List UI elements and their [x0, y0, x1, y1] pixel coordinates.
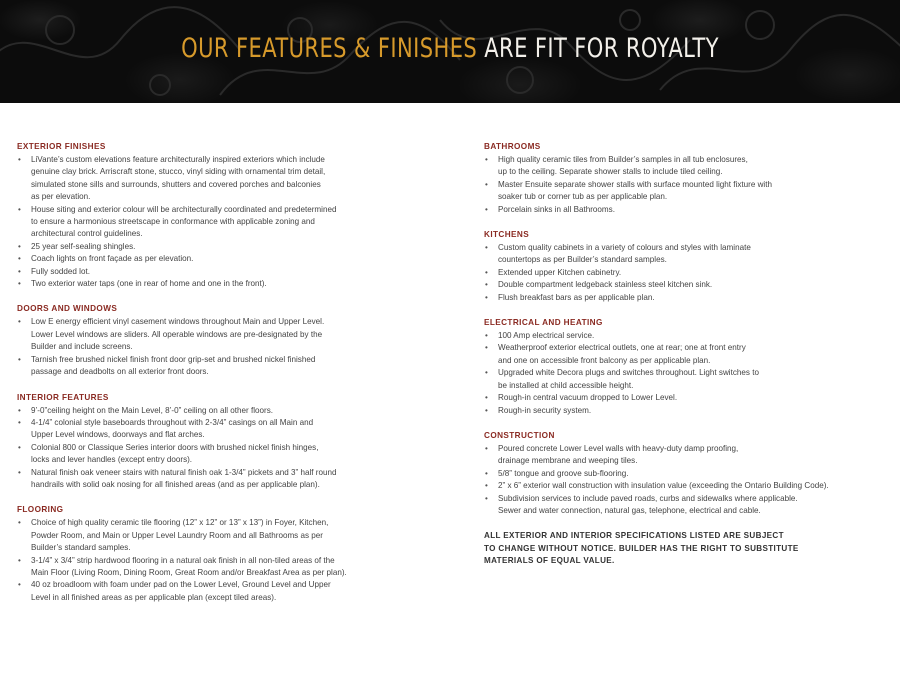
feature-list [17, 517, 437, 604]
feature-item: • Tarnish free brushed nickel finish front door grip-set and brushed nickel finished passage and deadbolts on all exterior front doors. [17, 354, 437, 379]
section-heading: DOORS AND WINDOWS [17, 304, 118, 314]
feature-item: • Low E energy efficient vinyl casement windows throughout Main and Upper Level. Lower Level windows are sliders. All operable windows are pre-designated by the Builder and include screens. [17, 316, 437, 353]
feature-item: • Double compartment ledgeback stainless steel kitchen sink. [484, 279, 894, 291]
feature-item: • 2” x 6” exterior wall construction with insulation value (exceeding the Ontario Building Code). [484, 480, 894, 492]
feature-item: • Natural finish oak veneer stairs with natural finish oak 1-3/4” pickets and 3” half round handrails with solid oak nosing for all finished areas (and as per applicable plan). [17, 467, 437, 492]
feature-item: • Upgraded white Decora plugs and switches throughout. Light switches to be installed at child accessible height. [484, 367, 894, 392]
disclaimer: ALL EXTERIOR AND INTERIOR SPECIFICATIONS LISTED ARE SUBJECT TO CHANGE WITHOUT NOTICE. BUILDER HAS THE RIGHT TO SUBSTITUTE MATERIALS OF EQUAL VALUE. [484, 531, 799, 566]
feature-item: • Choice of high quality ceramic tile flooring (12” x 12” or 13” x 13”) in Foyer, Kitchen, Powder Room, and Main or Upper Level Laundry Room and all Bathrooms as per Builder’s standard samples. [17, 517, 437, 554]
section-construction [484, 430, 894, 517]
feature-item: • Rough-in central vacuum dropped to Lower Level. [484, 392, 894, 404]
right-column [484, 141, 894, 568]
feature-list [484, 154, 894, 216]
feature-item: • Coach lights on front façade as per elevation. [17, 253, 437, 265]
section-heading: BATHROOMS [484, 142, 541, 151]
feature-item: • Master Ensuite separate shower stalls with surface mounted light fixture with soaker tub or corner tub as per applicable plan. [484, 179, 894, 204]
feature-item: • House siting and exterior colour will be architecturally coordinated and predetermined to ensure a harmonious streetscape in conformance with applicable zoning and architectural control guidelines. [17, 204, 437, 241]
feature-item: • Weatherproof exterior electrical outlets, one at rear; one at front entry and one on accessible front balcony as per applicable plan. [484, 342, 894, 367]
section-heading: INTERIOR FEATURES [17, 392, 109, 402]
feature-item: • 100 Amp electrical service. [484, 330, 894, 342]
feature-item: • Custom quality cabinets in a variety of colours and styles with laminate countertops as per Builder’s standard samples. [484, 242, 894, 267]
feature-item: • Two exterior water taps (one in rear of home and one in the front). [17, 278, 437, 290]
feature-item: • 9’-0”ceiling height on the Main Level, 8’-0” ceiling on all other floors. [17, 405, 437, 417]
feature-item: • Fully sodded lot. [17, 266, 437, 278]
section-bathrooms [484, 141, 894, 216]
section-heading: CONSTRUCTION [484, 430, 555, 440]
feature-item: • 3-1/4” x 3/4” strip hardwood flooring in a natural oak finish in all non-tiled areas of the Main Floor (Living Room, Dining Room, Great Room and/or Breakfast Area as per plan). [17, 555, 437, 580]
title-rest: ARE FIT FOR ROYALTY [477, 33, 719, 64]
section-kitchens [484, 229, 894, 304]
feature-item: • Colonial 800 or Classique Series interior doors with brushed nickel finish hinges, locks and lever handles (except entry doors). [17, 442, 437, 467]
section-heading: KITCHENS [484, 230, 530, 240]
feature-item: • LiVante’s custom elevations feature architecturally inspired exteriors which include genuine clay brick. Arriscraft stone, stucco, vinyl siding with ornamental trim detail, simulated stone sills and surrounds, shutters and covered porches and balconies as per elevation. [17, 154, 437, 204]
feature-item: • Subdivision services to include paved roads, curbs and sidewalks where applicable. Sewer and water connection, natural gas, telephone, electrical and cable. [484, 493, 894, 518]
feature-list [17, 316, 437, 378]
feature-item: • Flush breakfast bars as per applicable plan. [484, 292, 894, 304]
left-column [17, 141, 437, 617]
feature-list [484, 443, 894, 517]
section-interior-features [17, 392, 437, 492]
feature-item: • 40 oz broadloom with foam under pad on the Lower Level, Ground Level and Upper Level in all finished areas as per applicable plan (except tiled areas). [17, 579, 437, 604]
feature-item: • 5/8” tongue and groove sub-flooring. [484, 468, 894, 480]
feature-item: • 4-1/4” colonial style baseboards throughout with 2-3/4” casings on all Main and Upper Level windows, doorways and flat arches. [17, 417, 437, 442]
feature-list [484, 242, 894, 304]
section-exterior-finishes [17, 141, 437, 290]
section-flooring [17, 504, 437, 604]
page-title [99, 33, 801, 64]
section-heading: FLOORING [17, 505, 64, 515]
feature-item: • 25 year self-sealing shingles. [17, 241, 437, 253]
title-highlight: OUR FEATURES & FINISHES [181, 33, 478, 64]
section-heading: EXTERIOR FINISHES [17, 142, 106, 151]
feature-item: • High quality ceramic tiles from Builder’s samples in all tub enclosures, up to the ceiling. Separate shower stalls to include tiled ceiling. [484, 154, 894, 179]
header-banner [0, 0, 900, 103]
feature-list [17, 154, 437, 290]
feature-item: • Porcelain sinks in all Bathrooms. [484, 204, 894, 216]
section-heading: ELECTRICAL AND HEATING [484, 318, 603, 328]
section-electrical-and-heating [484, 317, 894, 417]
feature-list [484, 330, 894, 417]
feature-item: • Rough-in security system. [484, 405, 894, 417]
section-doors-and-windows [17, 303, 437, 378]
feature-item: • Extended upper Kitchen cabinetry. [484, 267, 894, 279]
feature-list [17, 405, 437, 492]
feature-item: • Poured concrete Lower Level walls with heavy-duty damp proofing, drainage membrane and weeping tiles. [484, 443, 894, 468]
